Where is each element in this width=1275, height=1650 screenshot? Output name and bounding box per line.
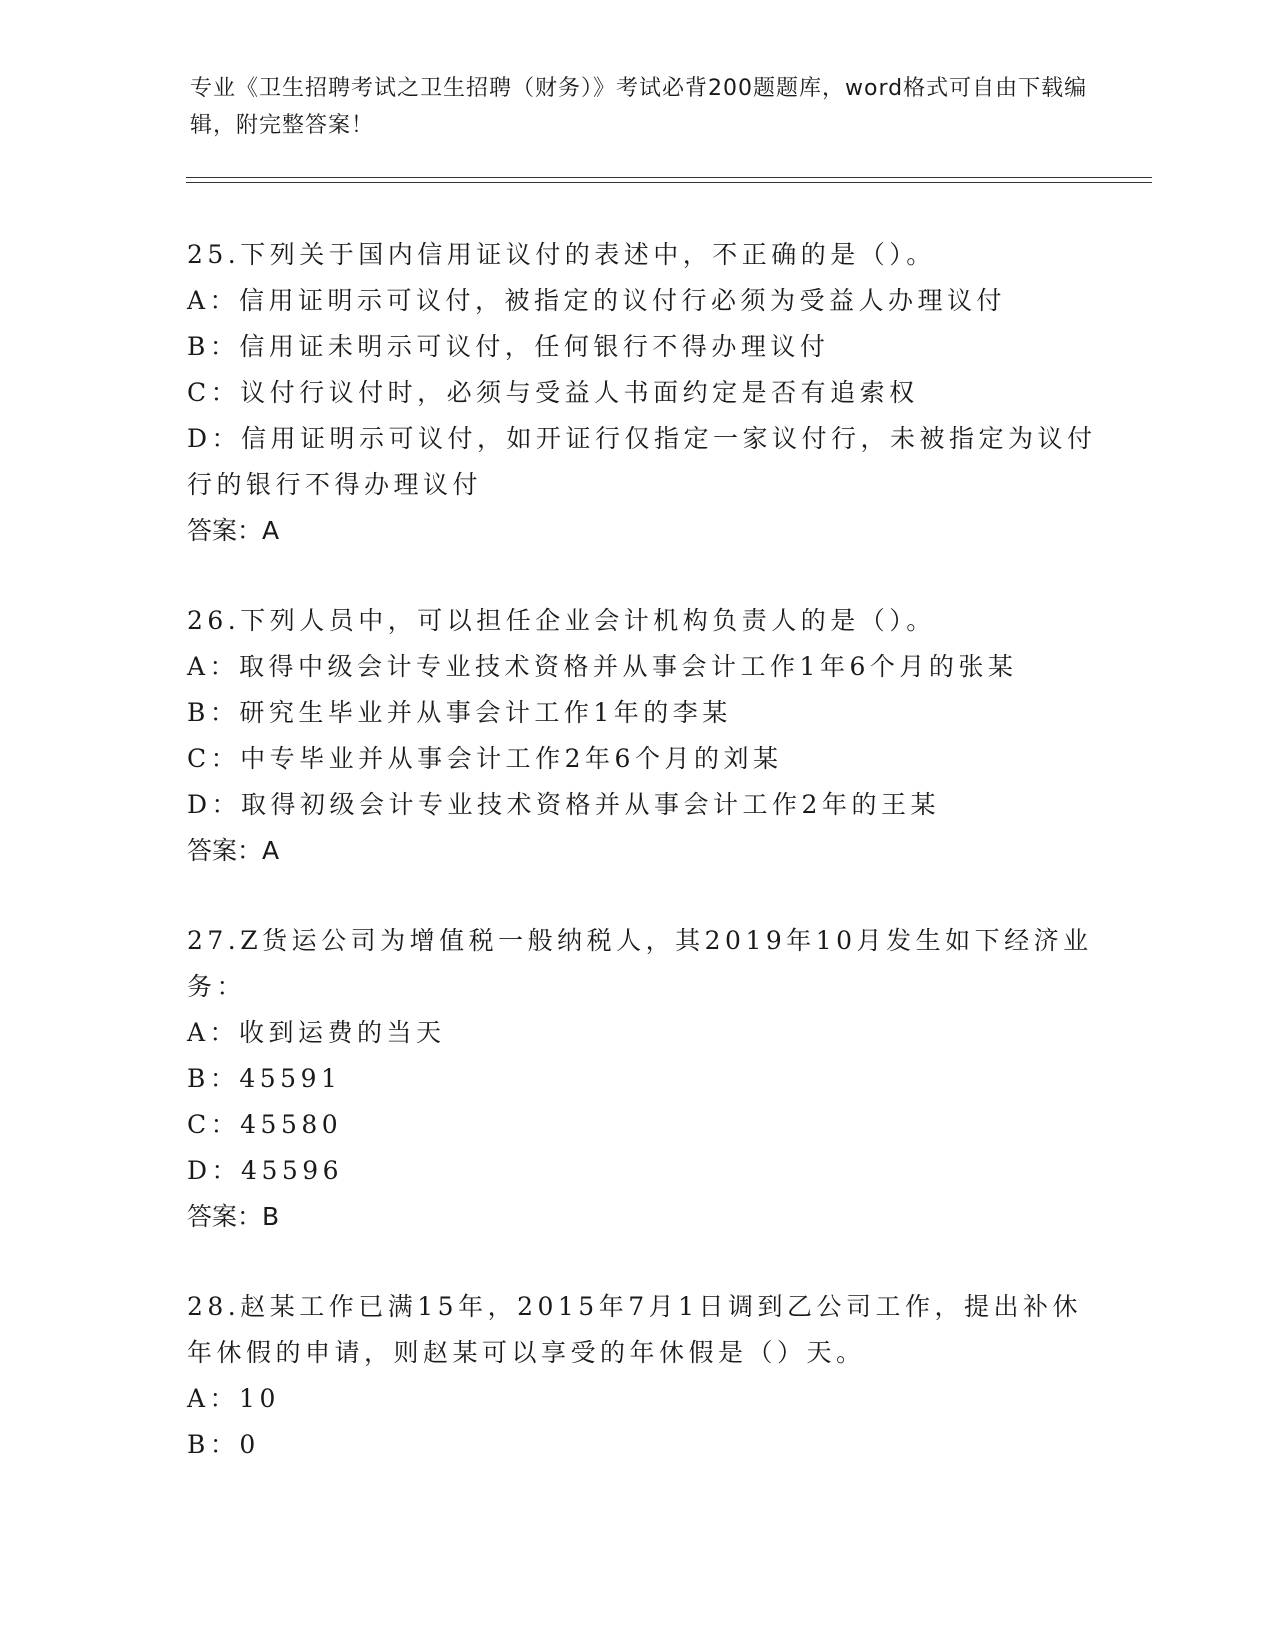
question-stem: 28.赵某工作已满15年，2015年7月1日调到乙公司工作，提出补休: [187, 1292, 1083, 1321]
header-title: 专业《卫生招聘考试之卫生招聘（财务）》考试必背200题题库，word格式可自由下载编辑，附完整答案！: [190, 76, 1088, 138]
option-a: A：信用证明示可议付，被指定的议付行必须为受益人办理议付: [187, 286, 1007, 315]
option-b: B：0: [187, 1430, 260, 1459]
question-stem-continued: 年休假的申请，则赵某可以享受的年休假是（）天。: [187, 1338, 866, 1367]
question-stem-continued: 务：: [187, 972, 247, 1001]
header-divider-top: [186, 177, 1152, 178]
option-a: A：取得中级会计专业技术资格并从事会计工作1年6个月的张某: [187, 652, 1018, 681]
answer-value: B: [262, 1202, 280, 1231]
answer-line: [187, 508, 1087, 554]
question-stem: 25.下列关于国内信用证议付的表述中，不正确的是（）。: [187, 240, 936, 269]
answer-value: A: [262, 516, 280, 545]
document-header: [190, 70, 1090, 144]
answer-label: 答案：: [187, 1202, 263, 1231]
option-d-continued: 行的银行不得办理议付: [187, 470, 483, 499]
question-25: [187, 232, 1097, 554]
option-b: B：信用证未明示可议付，任何银行不得办理议付: [187, 332, 830, 361]
header-divider-bottom: [186, 182, 1152, 183]
question-28: [187, 1284, 1087, 1468]
question-stem: 27.Z货运公司为增值税一般纳税人，其2019年10月发生如下经济业: [187, 926, 1093, 955]
option-d: D：取得初级会计专业技术资格并从事会计工作2年的王某: [187, 790, 940, 819]
answer-line: [187, 828, 1087, 874]
question-list: [187, 232, 1097, 1512]
question-26: [187, 598, 1087, 874]
option-c: C：中专毕业并从事会计工作2年6个月的刘某: [187, 744, 783, 773]
answer-value: A: [262, 836, 280, 865]
option-a: A：收到运费的当天: [187, 1018, 446, 1047]
question-27: [187, 918, 1093, 1240]
option-c: C：45580: [187, 1110, 343, 1139]
option-a: A：10: [187, 1384, 280, 1413]
option-b: B：45591: [187, 1064, 342, 1093]
option-b: B：研究生毕业并从事会计工作1年的李某: [187, 698, 732, 727]
option-d: D：信用证明示可议付，如开证行仅指定一家议付行，未被指定为议付: [187, 424, 1097, 453]
option-d: D：45596: [187, 1156, 344, 1185]
answer-label: 答案：: [187, 516, 263, 545]
answer-label: 答案：: [187, 836, 263, 865]
answer-line: [187, 1194, 1087, 1240]
option-c: C：议付行议付时，必须与受益人书面约定是否有追索权: [187, 378, 919, 407]
question-stem: 26.下列人员中，可以担任企业会计机构负责人的是（）。: [187, 606, 936, 635]
